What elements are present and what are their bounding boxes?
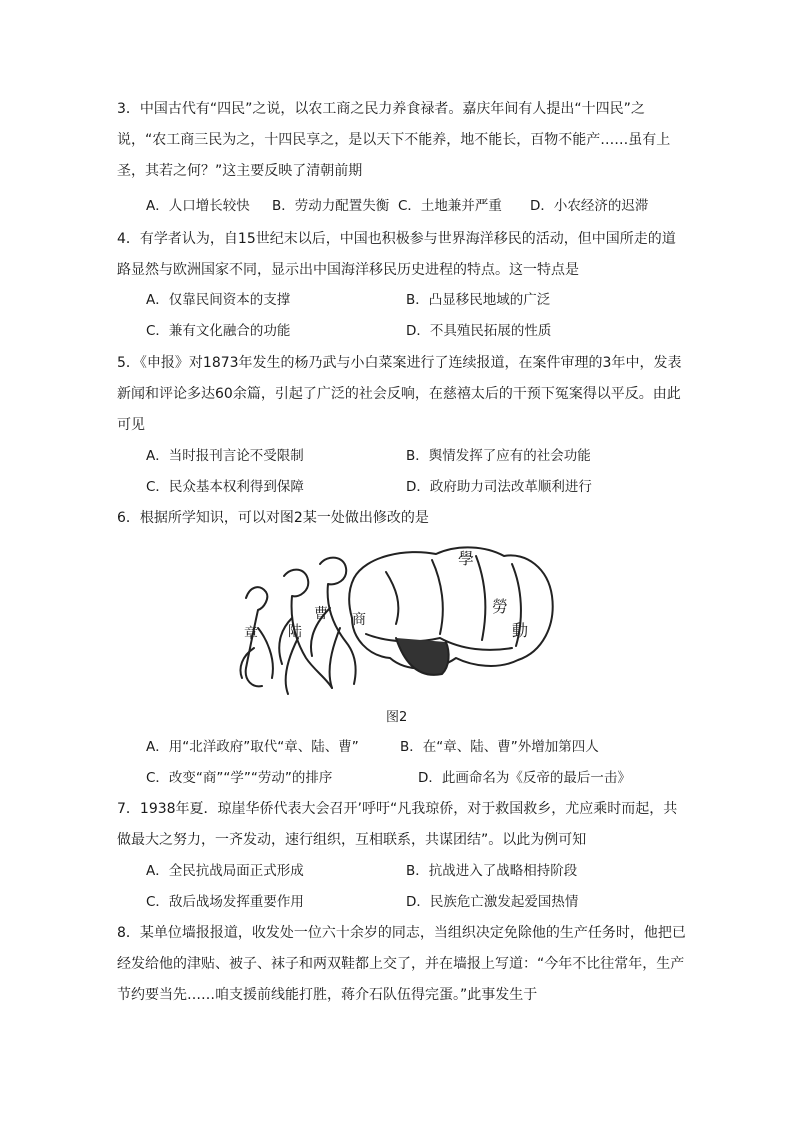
- label-shang: 商: [352, 612, 366, 628]
- figure-2-cartoon: [236, 538, 558, 700]
- question-4-stem: 4．有学者认为，自15世纪末以后，中国也积极参与世界海洋移民的活动，但中国所走的道路显然与欧洲国家不同，显示出中国海洋移民历史进程的特点。这一特点是: [117, 231, 676, 278]
- question-5: [117, 348, 687, 441]
- label-dong: 動: [512, 621, 529, 640]
- label-lu: 陆: [288, 624, 302, 640]
- option-c[interactable]: C．敌后战场发挥重要作用: [146, 894, 304, 910]
- question-7-options-row1: [146, 861, 706, 881]
- question-5-options-row1: [146, 446, 706, 466]
- question-6-options-row2: [146, 768, 706, 788]
- option-b[interactable]: B．凸显移民地域的广泛: [406, 292, 551, 308]
- option-b[interactable]: B．在“章、陆、曹”外增加第四人: [400, 739, 599, 755]
- question-6-options-row1: [146, 737, 706, 757]
- question-7-stem: 7．1938年夏．琼崖华侨代表大会召开’呼吁“凡我琼侨，对于救国救乡，尤应乘时而起，共做最大之努力，一齐发动，速行组织，互相联系，共谋团结”。以此为例可知: [117, 801, 678, 848]
- option-c[interactable]: C．兼有文化融合的功能: [146, 323, 291, 339]
- option-b[interactable]: B．劳动力配置失衡: [272, 198, 390, 214]
- option-a[interactable]: A．用“北洋政府”取代“章、陆、曹”: [146, 739, 359, 755]
- option-d[interactable]: D．政府助力司法改革顺利进行: [406, 479, 592, 495]
- fist-outline: [349, 547, 552, 668]
- label-lao: 勞: [492, 597, 509, 616]
- option-c[interactable]: C．土地兼并严重: [398, 198, 502, 214]
- question-5-stem: 5．《申报》对1873年发生的杨乃武与小白菜案进行了连续报道，在案件审理的3年中，发表新闻和评论多达60余篇，引起了广泛的社会反响，在慈禧太后的干预下冤案得以平反。由此可见: [117, 355, 682, 433]
- option-d[interactable]: D．小农经济的迟滞: [530, 198, 649, 214]
- question-4: [117, 224, 687, 286]
- question-6: [117, 503, 687, 534]
- label-cao: 曹: [314, 606, 328, 622]
- option-a[interactable]: A．人口增长较快: [146, 198, 250, 214]
- option-d[interactable]: D．民族危亡激发起爱国热情: [406, 894, 579, 910]
- question-8-stem: 8．某单位墙报报道，收发处一位六十余岁的同志，当组织决定免除他的生产任务时，他把已经发给他的津贴、被子、袜子和两双鞋都上交了，并在墙报上写道：“今年不比往常年，生产节约要当先……咱支援前线能打胜，蒋介石队伍得完蛋。”此事发生于: [117, 925, 686, 1003]
- option-c[interactable]: C．改变“商”“学”“劳动”的排序: [146, 770, 333, 786]
- label-xue: 學: [458, 549, 475, 568]
- question-7-options-row2: [146, 892, 706, 912]
- question-3: [117, 94, 687, 187]
- option-a[interactable]: A．全民抗战局面正式形成: [146, 863, 304, 879]
- label-zhang: 章: [244, 626, 258, 642]
- option-c[interactable]: C．民众基本权利得到保障: [146, 479, 304, 495]
- question-6-stem: 6．根据所学知识，可以对图2某一处做出修改的是: [117, 510, 429, 526]
- question-3-stem: 3．中国古代有“四民”之说，以农工商之民力养食禄者。嘉庆年间有人提出“十四民”之说，“农工商三民为之，十四民享之，是以天下不能养，地不能长，百物不能产……虽有上圣，其若之何？”这主要反映了清朝前期: [117, 101, 671, 179]
- question-4-options-row1: [146, 290, 706, 310]
- question-7: [117, 794, 687, 856]
- question-4-options-row2: [146, 321, 706, 341]
- figure-caption: 图2: [386, 710, 408, 725]
- question-3-options: [146, 196, 706, 216]
- option-b[interactable]: B．舆情发挥了应有的社会功能: [406, 448, 591, 464]
- option-a[interactable]: A．当时报刊言论不受限制: [146, 448, 304, 464]
- option-a[interactable]: A．仅靠民间资本的支撑: [146, 292, 291, 308]
- question-8: [117, 918, 687, 1011]
- option-d[interactable]: D．不具殖民拓展的性质: [406, 323, 552, 339]
- option-d[interactable]: D．此画命名为《反帝的最后一击》: [418, 770, 631, 786]
- question-5-options-row2: [146, 477, 706, 497]
- option-b[interactable]: B．抗战进入了战略相持阶段: [406, 863, 578, 879]
